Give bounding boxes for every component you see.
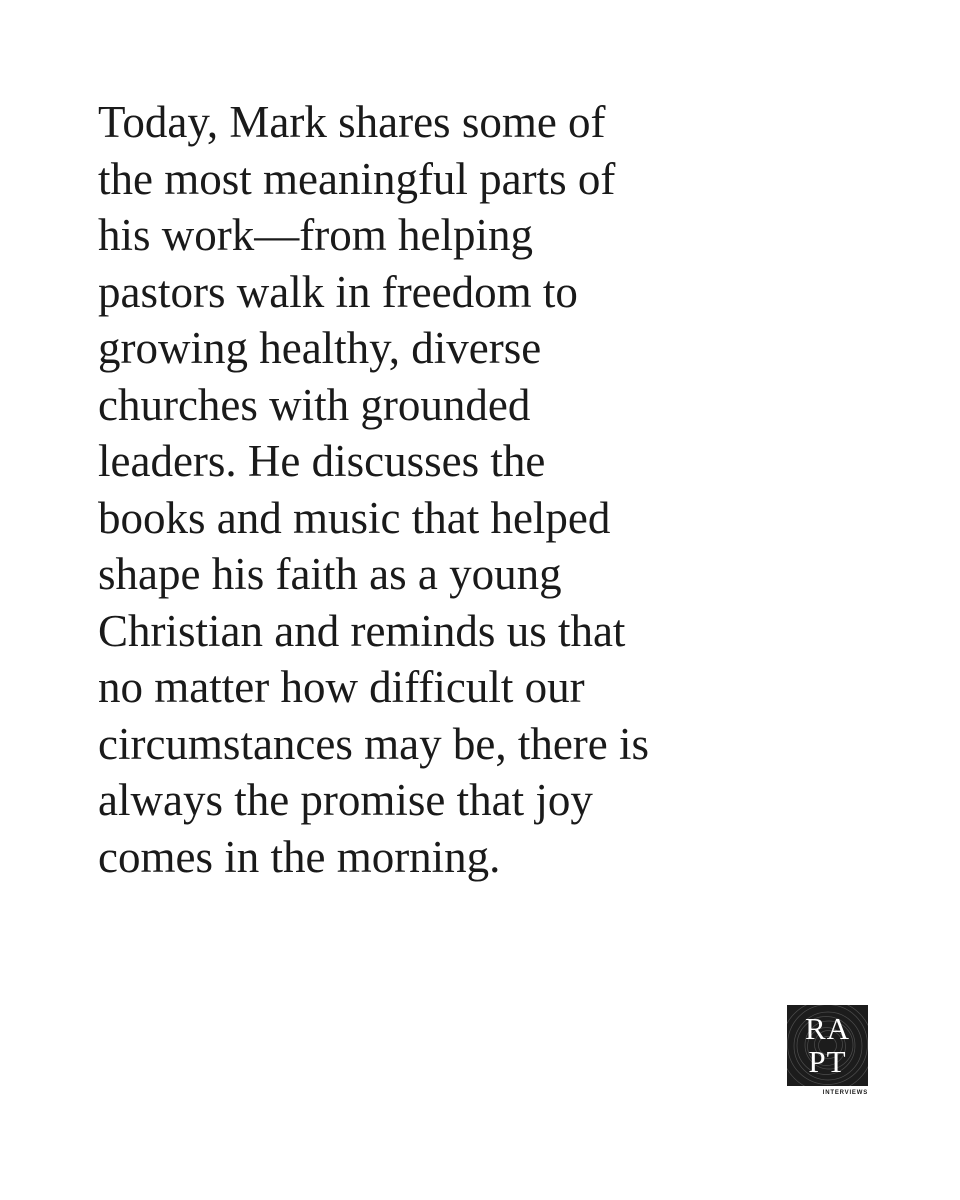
text-line: comes in the morning. [98,831,501,882]
text-line: always the promise that joy [98,775,593,825]
text-line: no matter how difficult our [98,662,585,712]
text-line: churches with grounded [98,379,531,430]
text-line: growing healthy, diverse [98,323,542,373]
logo-line-1: RA [804,1011,851,1046]
text-line: shape his faith as a young [98,549,562,599]
text-line: the most meaningful parts of [98,153,616,204]
text-line: pastors walk in freedom to [98,266,578,317]
text-line: his work—from helping [98,210,533,260]
logo-line-2: PT [808,1044,847,1079]
logo-caption: INTERVIEWS [822,1090,868,1096]
text-line: circumstances may be, there is [98,718,650,769]
body-text [98,94,798,885]
text-line: books and music that helped [98,492,611,543]
text-line: Today, Mark shares some of [98,97,606,147]
text-line: Christian and reminds us that [98,605,626,656]
rapt-logo [787,1005,868,1086]
text-line: leaders. He discusses the [98,436,546,486]
